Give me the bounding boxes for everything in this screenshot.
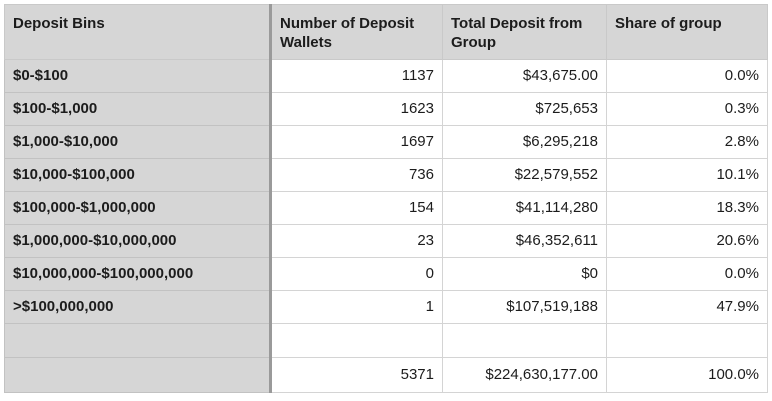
header-total-deposit[interactable]: Total Deposit from Group (443, 5, 607, 60)
total-cell[interactable]: $0 (443, 258, 607, 291)
empty-cell[interactable] (5, 324, 271, 358)
table-row (5, 93, 768, 126)
total-deposit-cell[interactable]: $224,630,177.00 (443, 358, 607, 393)
empty-cell[interactable] (443, 324, 607, 358)
total-cell[interactable]: $107,519,188 (443, 291, 607, 324)
share-cell[interactable]: 0.0% (607, 258, 768, 291)
header-number-of-wallets[interactable]: Number of Deposit Wallets (271, 5, 443, 60)
total-cell[interactable]: $6,295,218 (443, 126, 607, 159)
wallets-cell[interactable]: 736 (271, 159, 443, 192)
table-row (5, 225, 768, 258)
table-row (5, 60, 768, 93)
table-row (5, 258, 768, 291)
bin-cell[interactable]: $10,000-$100,000 (5, 159, 271, 192)
bin-cell[interactable]: $0-$100 (5, 60, 271, 93)
header-share-of-group[interactable]: Share of group (607, 5, 768, 60)
wallets-cell[interactable]: 154 (271, 192, 443, 225)
total-cell[interactable]: $41,114,280 (443, 192, 607, 225)
bin-cell[interactable]: >$100,000,000 (5, 291, 271, 324)
wallets-cell[interactable]: 1697 (271, 126, 443, 159)
empty-cell[interactable] (271, 324, 443, 358)
wallets-cell[interactable]: 1137 (271, 60, 443, 93)
share-cell[interactable]: 0.0% (607, 60, 768, 93)
total-share-cell[interactable]: 100.0% (607, 358, 768, 393)
share-cell[interactable]: 2.8% (607, 126, 768, 159)
empty-row (5, 324, 768, 358)
share-cell[interactable]: 20.6% (607, 225, 768, 258)
table-row (5, 159, 768, 192)
total-cell[interactable]: $725,653 (443, 93, 607, 126)
table-row (5, 291, 768, 324)
wallets-cell[interactable]: 23 (271, 225, 443, 258)
wallets-cell[interactable]: 1623 (271, 93, 443, 126)
total-cell[interactable]: $43,675.00 (443, 60, 607, 93)
bin-cell[interactable]: $10,000,000-$100,000,000 (5, 258, 271, 291)
total-cell[interactable]: $46,352,611 (443, 225, 607, 258)
total-wallets-cell[interactable]: 5371 (271, 358, 443, 393)
wallets-cell[interactable]: 1 (271, 291, 443, 324)
bin-cell[interactable]: $100-$1,000 (5, 93, 271, 126)
bin-cell[interactable]: $1,000,000-$10,000,000 (5, 225, 271, 258)
header-deposit-bins[interactable]: Deposit Bins (5, 5, 271, 60)
totals-label-cell[interactable] (5, 358, 271, 393)
table-row (5, 192, 768, 225)
header-row (5, 5, 768, 60)
share-cell[interactable]: 47.9% (607, 291, 768, 324)
totals-row (5, 358, 768, 393)
share-cell[interactable]: 18.3% (607, 192, 768, 225)
wallets-cell[interactable]: 0 (271, 258, 443, 291)
deposit-bins-table (4, 4, 768, 393)
share-cell[interactable]: 10.1% (607, 159, 768, 192)
share-cell[interactable]: 0.3% (607, 93, 768, 126)
spreadsheet (4, 4, 767, 399)
table-row (5, 126, 768, 159)
bin-cell[interactable]: $1,000-$10,000 (5, 126, 271, 159)
bin-cell[interactable]: $100,000-$1,000,000 (5, 192, 271, 225)
total-cell[interactable]: $22,579,552 (443, 159, 607, 192)
empty-cell[interactable] (607, 324, 768, 358)
